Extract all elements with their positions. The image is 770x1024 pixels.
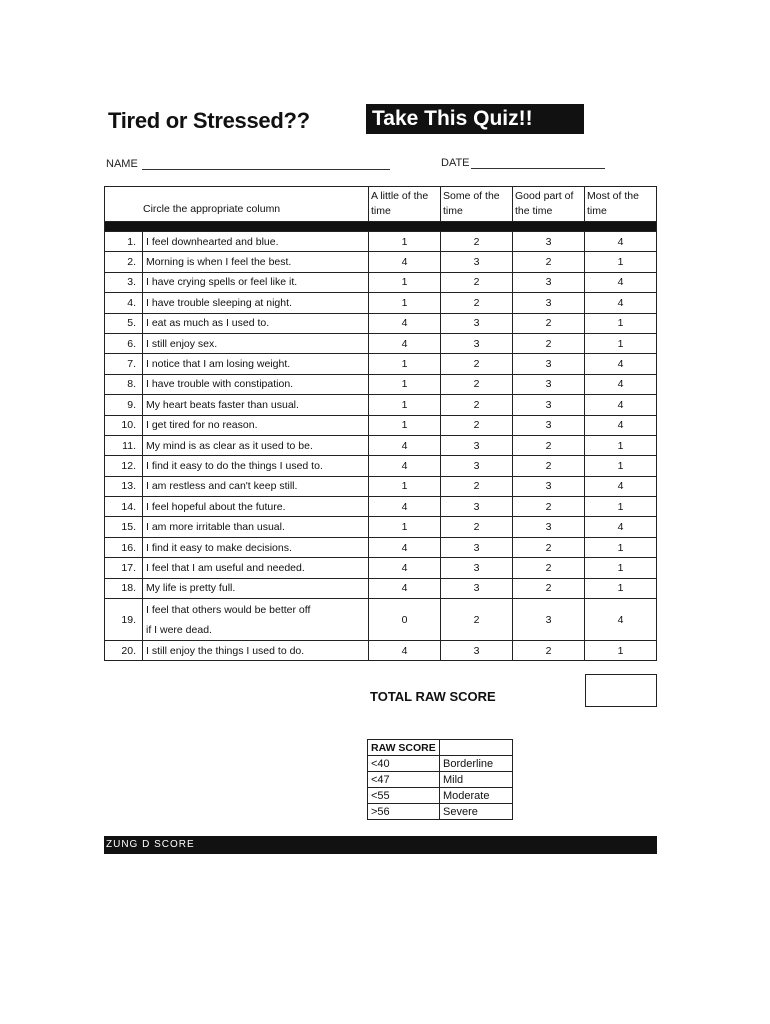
answer-option[interactable]: 4 [585, 476, 657, 496]
answer-option[interactable]: 2 [513, 252, 585, 272]
question-row [105, 641, 657, 661]
answer-option[interactable]: 2 [441, 272, 513, 292]
quiz-title: Tired or Stressed?? [108, 108, 310, 133]
question-text: I find it easy to make decisions. [143, 537, 369, 557]
answer-option[interactable]: 2 [441, 517, 513, 537]
question-row [105, 537, 657, 557]
question-number: 5. [105, 313, 143, 333]
answer-option[interactable]: 3 [441, 313, 513, 333]
answer-option[interactable]: 1 [369, 476, 441, 496]
question-number: 1. [105, 232, 143, 252]
scale-score: <40 [368, 756, 440, 772]
question-number: 10. [105, 415, 143, 435]
scale-row [368, 804, 513, 820]
answer-option[interactable]: 2 [441, 599, 513, 641]
date-field[interactable] [471, 168, 605, 169]
question-row [105, 497, 657, 517]
total-raw-score-box[interactable] [585, 674, 657, 707]
question-number: 14. [105, 497, 143, 517]
zung-score-bar: ZUNG D SCORE [104, 836, 657, 854]
answer-option[interactable]: 3 [441, 456, 513, 476]
question-row [105, 232, 657, 252]
answer-option[interactable]: 1 [369, 354, 441, 374]
question-text: I have crying spells or feel like it. [143, 272, 369, 292]
question-text: I am more irritable than usual. [143, 517, 369, 537]
answer-option[interactable]: 3 [513, 232, 585, 252]
answer-option[interactable]: 3 [513, 395, 585, 415]
column-header-most: Most of the time [585, 187, 657, 222]
question-row [105, 456, 657, 476]
answer-option[interactable]: 4 [369, 435, 441, 455]
instruction-header: Circle the appropriate column [105, 187, 369, 222]
answer-option[interactable]: 3 [513, 476, 585, 496]
answer-option[interactable]: 3 [513, 354, 585, 374]
answer-option[interactable]: 3 [513, 272, 585, 292]
answer-option[interactable]: 1 [369, 293, 441, 313]
question-text: I notice that I am losing weight. [143, 354, 369, 374]
answer-option[interactable]: 3 [441, 578, 513, 598]
answer-option[interactable]: 4 [585, 272, 657, 292]
scale-header-label: RAW SCORE [368, 740, 440, 756]
total-raw-score-label: TOTAL RAW SCORE [370, 689, 496, 704]
score-scale-table [367, 739, 513, 820]
answer-option[interactable]: 2 [441, 232, 513, 252]
question-text: Morning is when I feel the best. [143, 252, 369, 272]
question-text: I still enjoy the things I used to do. [143, 641, 369, 661]
answer-option[interactable]: 2 [513, 313, 585, 333]
scale-level: Moderate [440, 788, 513, 804]
question-number: 7. [105, 354, 143, 374]
answer-option[interactable]: 4 [585, 415, 657, 435]
answer-option[interactable]: 4 [369, 558, 441, 578]
column-header-little: A little of the time [369, 187, 441, 222]
answer-option[interactable]: 1 [585, 641, 657, 661]
name-label: NAME [106, 158, 138, 170]
answer-option[interactable]: 0 [369, 599, 441, 641]
answer-option[interactable]: 4 [585, 293, 657, 313]
answer-option[interactable]: 3 [513, 415, 585, 435]
column-header-some: Some of the time [441, 187, 513, 222]
answer-option[interactable]: 1 [369, 232, 441, 252]
date-label: DATE [441, 157, 470, 169]
answer-option[interactable]: 4 [585, 374, 657, 394]
question-text: My mind is as clear as it used to be. [143, 435, 369, 455]
question-number: 20. [105, 641, 143, 661]
question-number: 4. [105, 293, 143, 313]
answer-option[interactable]: 1 [585, 313, 657, 333]
question-row [105, 252, 657, 272]
answer-option[interactable]: 1 [585, 252, 657, 272]
scale-header-blank [440, 740, 513, 756]
answer-option[interactable]: 1 [585, 558, 657, 578]
header-row [105, 187, 657, 222]
answer-option[interactable]: 1 [369, 517, 441, 537]
question-text: My life is pretty full. [143, 578, 369, 598]
question-row [105, 435, 657, 455]
scale-level: Borderline [440, 756, 513, 772]
answer-option[interactable]: 3 [513, 374, 585, 394]
scale-score: <47 [368, 772, 440, 788]
question-row [105, 293, 657, 313]
answer-option[interactable]: 4 [369, 578, 441, 598]
answer-option[interactable]: 3 [441, 641, 513, 661]
scale-row [368, 756, 513, 772]
answer-option[interactable]: 1 [369, 374, 441, 394]
question-row [105, 354, 657, 374]
answer-option[interactable]: 1 [585, 537, 657, 557]
question-row [105, 476, 657, 496]
question-row [105, 374, 657, 394]
answer-option[interactable]: 4 [369, 252, 441, 272]
answer-option[interactable]: 3 [513, 517, 585, 537]
answer-option[interactable]: 2 [513, 558, 585, 578]
question-number: 12. [105, 456, 143, 476]
question-text [143, 599, 369, 641]
answer-option[interactable]: 3 [441, 537, 513, 557]
answer-option[interactable]: 4 [585, 232, 657, 252]
question-number: 3. [105, 272, 143, 292]
question-row [105, 415, 657, 435]
question-number: 8. [105, 374, 143, 394]
question-number: 2. [105, 252, 143, 272]
answer-option[interactable]: 4 [585, 517, 657, 537]
scale-level: Mild [440, 772, 513, 788]
answer-option[interactable]: 4 [369, 537, 441, 557]
question-number: 19. [105, 599, 143, 641]
answer-option[interactable]: 4 [585, 354, 657, 374]
question-text: I still enjoy sex. [143, 333, 369, 353]
header-divider-bar [105, 222, 657, 232]
question-text: My heart beats faster than usual. [143, 395, 369, 415]
answer-option[interactable]: 3 [441, 558, 513, 578]
question-text-line-2: if I were dead. [146, 623, 212, 636]
question-row [105, 578, 657, 598]
answer-option[interactable]: 1 [585, 578, 657, 598]
question-text: I feel hopeful about the future. [143, 497, 369, 517]
answer-option[interactable]: 1 [369, 415, 441, 435]
question-text: I feel that I am useful and needed. [143, 558, 369, 578]
answer-option[interactable]: 1 [369, 395, 441, 415]
question-row [105, 272, 657, 292]
scale-score: >56 [368, 804, 440, 820]
question-text-line-1: I feel that others would be better off [146, 603, 311, 616]
question-number: 6. [105, 333, 143, 353]
answer-option[interactable]: 4 [369, 333, 441, 353]
answer-option[interactable]: 1 [585, 333, 657, 353]
question-row [105, 313, 657, 333]
scale-score: <55 [368, 788, 440, 804]
question-text: I feel downhearted and blue. [143, 232, 369, 252]
scale-row [368, 788, 513, 804]
answer-option[interactable]: 1 [585, 435, 657, 455]
question-row [105, 395, 657, 415]
answer-option[interactable]: 2 [513, 537, 585, 557]
question-text: I get tired for no reason. [143, 415, 369, 435]
question-number: 18. [105, 578, 143, 598]
scale-header-row [368, 740, 513, 756]
question-row [105, 517, 657, 537]
question-number: 11. [105, 435, 143, 455]
answer-option[interactable]: 1 [369, 272, 441, 292]
answer-option[interactable]: 3 [441, 333, 513, 353]
answer-option[interactable]: 2 [513, 456, 585, 476]
question-text: I have trouble sleeping at night. [143, 293, 369, 313]
answer-option[interactable]: 4 [585, 599, 657, 641]
answer-option[interactable]: 2 [441, 374, 513, 394]
answer-option[interactable]: 3 [441, 252, 513, 272]
answer-option[interactable]: 4 [369, 313, 441, 333]
divider-cell [105, 222, 657, 232]
answer-option[interactable]: 2 [441, 293, 513, 313]
quiz-banner: Take This Quiz!! [366, 104, 584, 134]
answer-option[interactable]: 3 [513, 599, 585, 641]
question-number: 13. [105, 476, 143, 496]
question-row [105, 599, 657, 641]
answer-option[interactable]: 2 [441, 476, 513, 496]
answer-option[interactable]: 4 [369, 456, 441, 476]
answer-option[interactable]: 4 [369, 641, 441, 661]
answer-option[interactable]: 2 [441, 354, 513, 374]
question-text: I have trouble with constipation. [143, 374, 369, 394]
answer-option[interactable]: 3 [441, 435, 513, 455]
name-field[interactable] [142, 169, 390, 170]
answer-option[interactable]: 2 [513, 641, 585, 661]
question-row [105, 558, 657, 578]
answer-option[interactable]: 2 [441, 395, 513, 415]
question-number: 15. [105, 517, 143, 537]
answer-option[interactable]: 1 [585, 456, 657, 476]
question-text: I eat as much as I used to. [143, 313, 369, 333]
column-header-good-part: Good part of the time [513, 187, 585, 222]
scale-level: Severe [440, 804, 513, 820]
answer-option[interactable]: 3 [513, 293, 585, 313]
question-text: I find it easy to do the things I used to. [143, 456, 369, 476]
question-row [105, 333, 657, 353]
answer-option[interactable]: 2 [513, 497, 585, 517]
answer-option[interactable]: 1 [585, 497, 657, 517]
answer-option[interactable]: 4 [585, 395, 657, 415]
question-number: 16. [105, 537, 143, 557]
answer-option[interactable]: 2 [513, 333, 585, 353]
quiz-table [104, 186, 657, 661]
answer-option[interactable]: 2 [513, 435, 585, 455]
question-number: 17. [105, 558, 143, 578]
question-number: 9. [105, 395, 143, 415]
answer-option[interactable]: 3 [441, 497, 513, 517]
answer-option[interactable]: 4 [369, 497, 441, 517]
answer-option[interactable]: 2 [441, 415, 513, 435]
scale-row [368, 772, 513, 788]
question-text: I am restless and can't keep still. [143, 476, 369, 496]
answer-option[interactable]: 2 [513, 578, 585, 598]
